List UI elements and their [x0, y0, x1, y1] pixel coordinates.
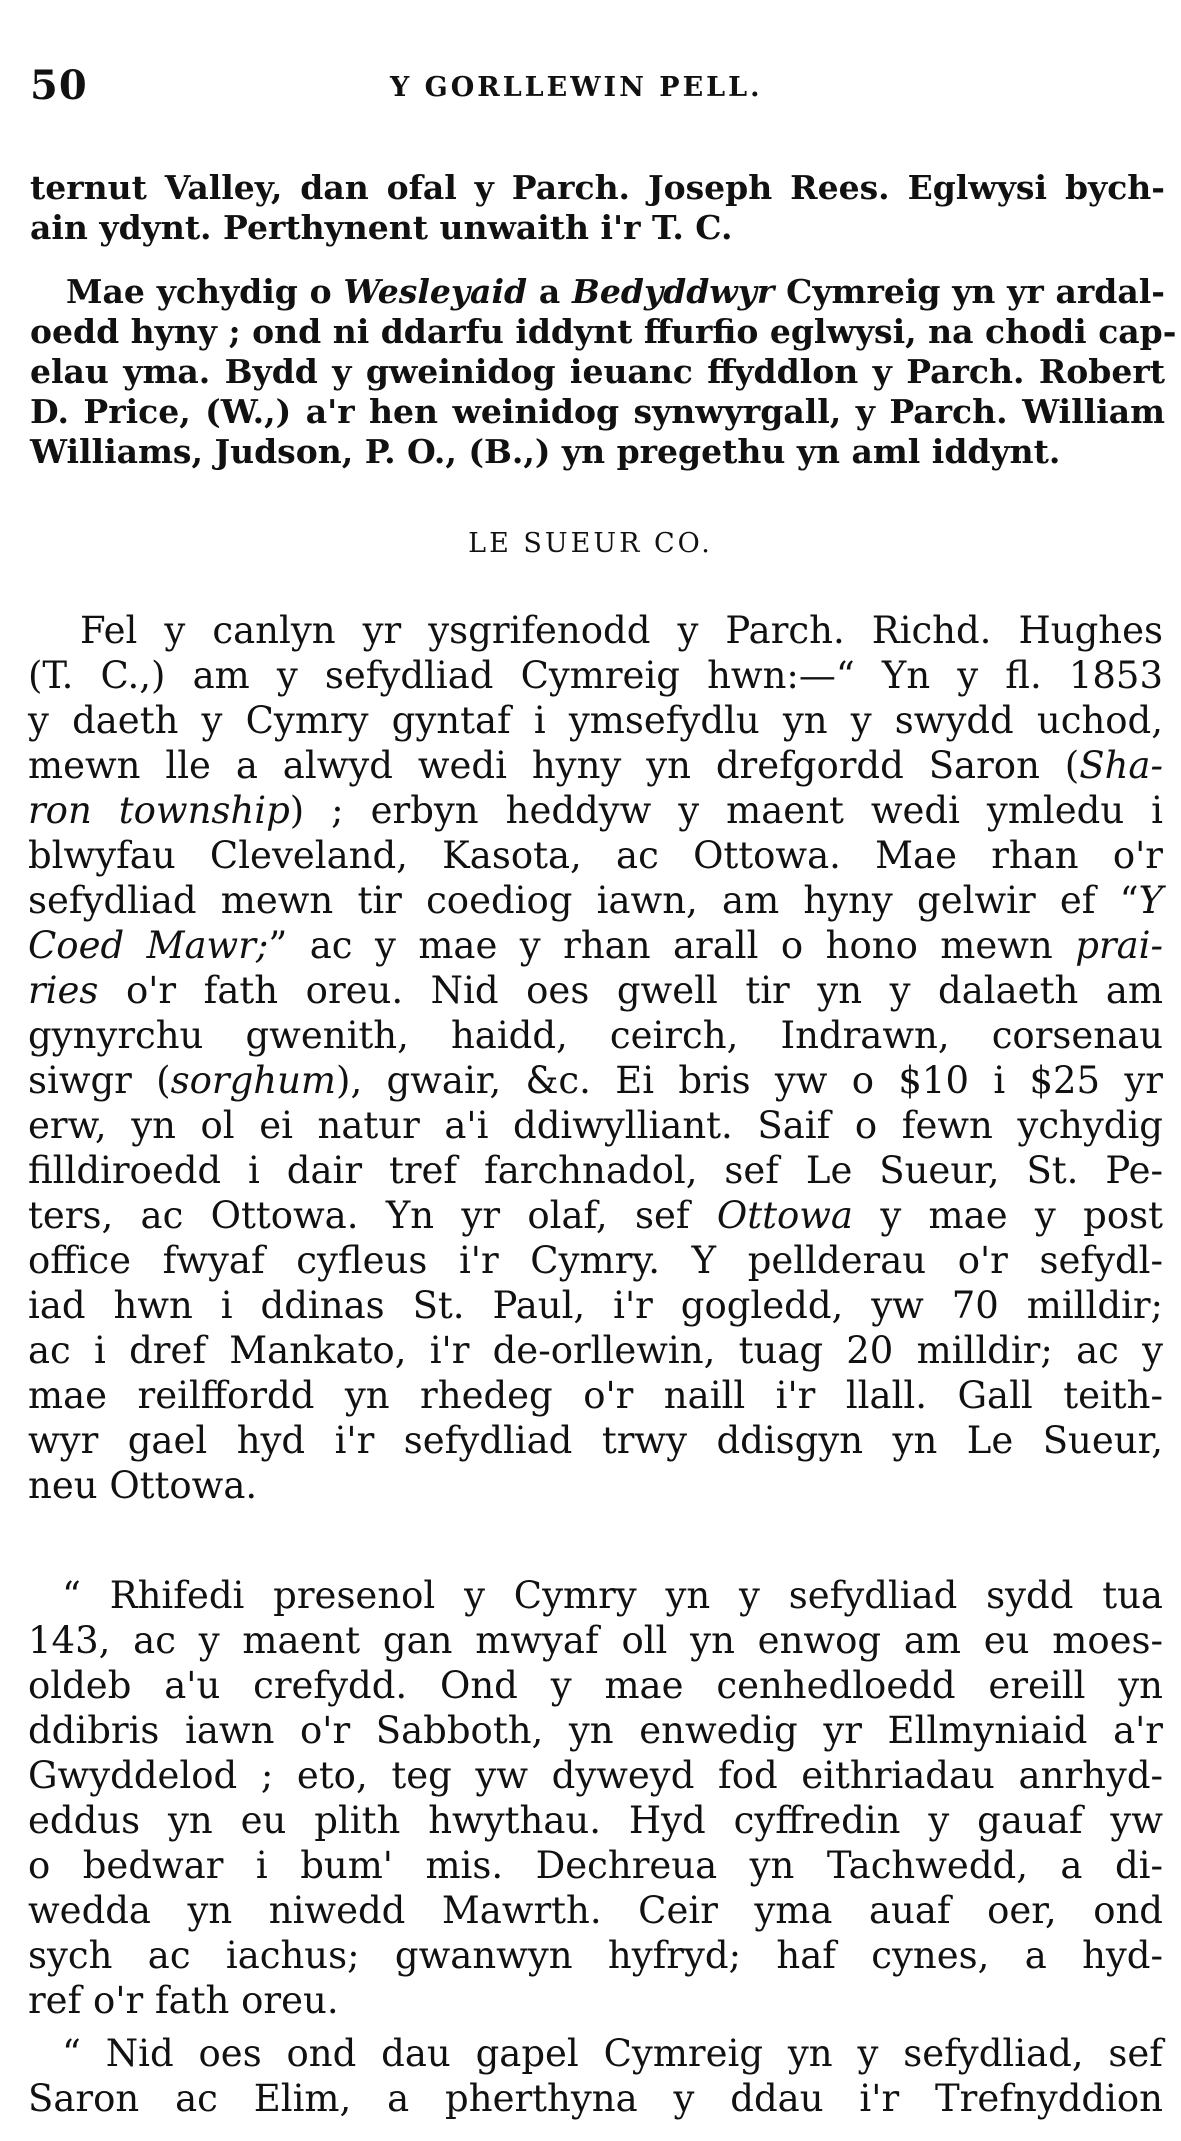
text-line: [28, 923, 1163, 968]
text-line: ddibris iawn o'r Sabboth, yn enwedig yr Ellmyniaid a'r: [28, 1709, 1163, 1752]
text-run: ), gwair, &c. Ei bris yw o $10 i $25 yr: [336, 1059, 1163, 1102]
text-line: Saron ac Elim, a pherthyna y ddau i'r Trefnyddion: [28, 2077, 1163, 2120]
text-line: oldeb a'u crefydd. Ond y mae cenhedloedd ereill yn: [28, 1664, 1163, 1707]
text-line: sych ac iachus; gwanwyn hyfryd; haf cynes, a hyd-: [28, 1934, 1163, 1977]
text-run: siwgr (: [28, 1059, 171, 1102]
text-run: sefydliad mewn tir coediog iawn, am hyny gelwir ef “: [28, 879, 1139, 922]
text-run: mewn lle a alwyd wedi hyny yn drefgordd Saron (: [28, 744, 1080, 787]
paragraph-denominations: [30, 272, 1177, 472]
text-line: wedda yn niwedd Mawrth. Ceir yma auaf oer, ond: [28, 1889, 1163, 1932]
italic-run: Y: [1138, 879, 1163, 922]
text-run: Mae ychydig o: [66, 272, 344, 311]
text-line: “ Nid oes ond dau gapel Cymreig yn y sefydliad, sef: [62, 2032, 1163, 2075]
text-line: ain ydynt. Perthynent unwaith i'r T. C.: [30, 208, 733, 247]
text-line: [30, 272, 1165, 312]
paragraph-chapels: [28, 2031, 1163, 2121]
text-line: [28, 968, 1163, 1013]
text-run: o'r fath oreu. Nid oes gwell tir yn y dalaeth am: [98, 969, 1163, 1012]
text-line: office fwyaf cyfleus i'r Cymry. Y pellderau o'r sefydl-: [28, 1239, 1163, 1282]
italic-run: Bedyddwyr: [572, 272, 775, 311]
text-line: 143, ac y maent gan mwyaf oll yn enwog am eu moes-: [28, 1619, 1163, 1662]
italic-run: Ottowa: [716, 1194, 853, 1237]
text-run: a: [527, 272, 573, 311]
page-number: 50: [30, 62, 88, 109]
text-line: ternut Valley, dan ofal y Parch. Joseph Rees. Eglwysi bych-: [30, 168, 1165, 207]
text-line: Gwyddelod ; eto, teg yw dyweyd fod eithriadau anrhyd-: [28, 1754, 1163, 1797]
italic-run: Wesleyaid: [343, 272, 528, 311]
text-line: mae reilffordd yn rhedeg o'r naill i'r llall. Gall teith-: [28, 1374, 1163, 1417]
text-line: (T. C.,) am y sefydliad Cymreig hwn:—“ Yn y fl. 1853: [28, 654, 1163, 697]
text-line: wyr gael hyd i'r sefydliad trwy ddisgyn yn Le Sueur,: [28, 1419, 1163, 1462]
paragraph-le-sueur: [28, 608, 1163, 1508]
text-line: neu Ottowa.: [28, 1464, 258, 1507]
text-line: [28, 788, 1163, 833]
text-line: gynyrchu gwenith, haidd, ceirch, Indrawn, corsenau: [28, 1014, 1163, 1057]
text-run: y mae y post: [852, 1194, 1163, 1237]
text-run: ” ac y mae y rhan arall o hono mewn: [268, 924, 1076, 967]
text-line: “ Rhifedi presenol y Cymry yn y sefydliad sydd tua: [62, 1574, 1163, 1617]
running-head: [30, 62, 1160, 112]
italic-run: sorghum: [170, 1059, 337, 1102]
text-line: [28, 1058, 1163, 1103]
text-line: [28, 878, 1163, 923]
text-run: Cymreig yn yr ardal-: [774, 272, 1165, 311]
text-line: y daeth y Cymry gyntaf i ymsefydlu yn y swydd uchod,: [28, 699, 1163, 742]
text-line: [28, 743, 1163, 788]
text-line: Williams, Judson, P. O., (B.,) yn pregethu yn aml iddynt.: [30, 432, 1061, 471]
text-line: ac i dref Mankato, i'r de-orllewin, tuag 20 milldir; ac y: [28, 1329, 1163, 1372]
italic-run: Sha-: [1079, 744, 1163, 787]
running-title: Y GORLLEWIN PELL.: [390, 72, 763, 103]
italic-run: Coed Mawr;: [28, 924, 269, 967]
text-line: [28, 1193, 1163, 1238]
text-line: iad hwn i ddinas St. Paul, i'r gogledd, yw 70 milldir;: [28, 1284, 1163, 1327]
text-line: elau yma. Bydd y gweinidog ieuanc ffyddlon y Parch. Robert: [30, 352, 1165, 391]
text-line: eddus yn eu plith hwythau. Hyd cyffredin y gauaf yw: [28, 1799, 1163, 1842]
text-line: erw, yn ol ei natur a'i ddiwylliant. Saif o fewn ychydig: [28, 1104, 1163, 1147]
text-line: blwyfau Cleveland, Kasota, ac Ottowa. Mae rhan o'r: [28, 834, 1163, 877]
italic-run: ron township: [28, 789, 290, 832]
text-line: o bedwar i bum' mis. Dechreua yn Tachwedd, a di-: [28, 1844, 1163, 1887]
paragraph-continuation: [30, 168, 1165, 248]
text-line: filldiroedd i dair tref farchnadol, sef Le Sueur, St. Pe-: [28, 1149, 1163, 1192]
paragraph-population: [28, 1573, 1163, 2023]
italic-run: ries: [28, 969, 99, 1012]
text-line: D. Price, (W.,) a'r hen weinidog synwyrgall, y Parch. William: [30, 392, 1165, 431]
text-line: Fel y canlyn yr ysgrifenodd y Parch. Richd. Hughes: [80, 609, 1163, 652]
italic-run: prai-: [1075, 924, 1163, 967]
text-run: ters, ac Ottowa. Yn yr olaf, sef: [28, 1194, 717, 1237]
section-heading: LE SUEUR CO.: [468, 528, 713, 559]
text-line: oedd hyny ; ond ni ddarfu iddynt ffurfio eglwysi, na chodi cap-: [30, 312, 1177, 351]
text-run: ) ; erbyn heddyw y maent wedi ymledu i: [289, 789, 1163, 832]
text-line: ref o'r fath oreu.: [28, 1979, 339, 2022]
